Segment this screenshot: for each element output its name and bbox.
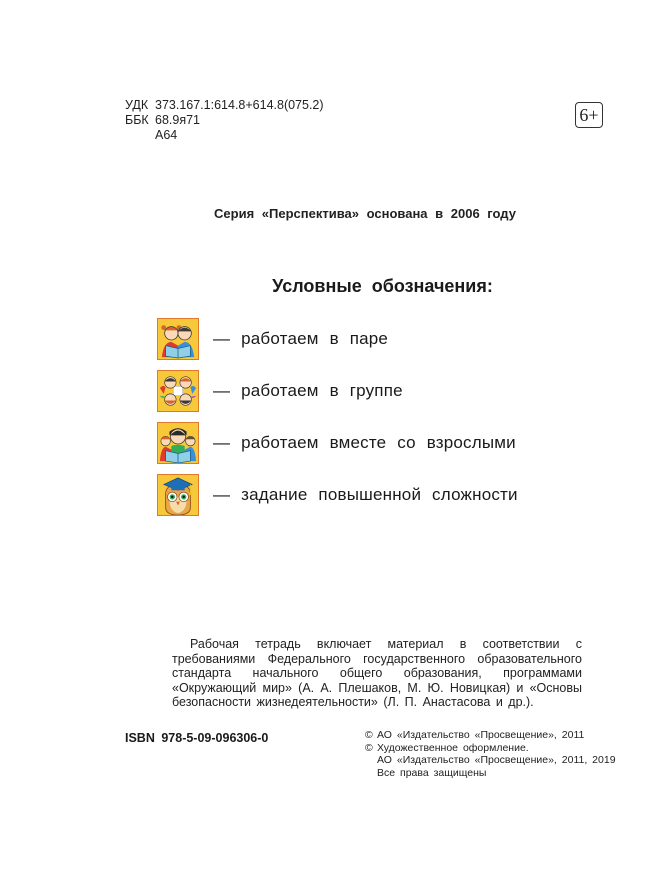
author-code-row: [125, 128, 324, 143]
series-note: Серия «Перспектива» основана в 2006 году: [214, 206, 516, 221]
bbk-value: 68.9я71: [155, 113, 201, 127]
author-code-value: А64: [155, 128, 178, 142]
legend-item-adults: [157, 421, 516, 465]
legend-item-group: [157, 369, 403, 413]
legend-title: Условные обозначения:: [272, 276, 493, 296]
adult-with-children-reading-icon: [157, 422, 199, 464]
children-group-circle-icon: [157, 370, 199, 412]
legend-item-advanced: [157, 473, 518, 517]
copyright-line: [365, 754, 616, 767]
legend-label-group: — работаем в группе: [213, 381, 403, 400]
bbk-label: ББК: [125, 113, 149, 127]
classification-codes: [125, 98, 324, 143]
copyright-text: АО «Издательство «Просвещение», 2011: [377, 729, 585, 741]
udk-row: [125, 98, 324, 113]
bbk-row: [125, 113, 324, 128]
copyright-symbol: ©: [365, 741, 373, 754]
udk-value: 373.167.1:614.8+614.8(075.2): [155, 98, 324, 112]
copyright-line: [365, 729, 616, 742]
workbook-description: [172, 637, 582, 710]
copyright-line: [365, 767, 616, 780]
age-rating-badge: 6+: [575, 102, 603, 128]
author-code-label: [125, 128, 155, 143]
isbn-number: ISBN 978-5-09-096306-0: [125, 731, 269, 745]
copyright-text: АО «Издательство «Просвещение», 2011, 2019: [377, 754, 616, 766]
legend-item-pair: [157, 317, 388, 361]
legend-label-adults: — работаем вместе со взрослыми: [213, 433, 516, 452]
copyright-text: Все права защищены: [377, 766, 487, 779]
copyright-text: Художественное оформление.: [377, 741, 529, 754]
legend-label-pair: — работаем в паре: [213, 329, 389, 348]
owl-graduation-cap-icon: [157, 474, 199, 516]
children-reading-pair-icon: [157, 318, 199, 360]
copyright-block: [365, 729, 616, 779]
copyright-symbol: [365, 754, 377, 767]
copyright-symbol: ©: [365, 729, 373, 741]
udk-label: УДК: [125, 98, 149, 112]
description-text: Рабочая тетрадь включает материал в соответствии с требованиями Федерального государственного образовательного стандарта начального общего образования, программами «Окружающий мир» (А. А. Плешаков, М. Ю. Новицкая) и «Основы безопасности жизнедеятельности» (Л. П. Анастасова и др.).: [172, 637, 582, 710]
copyright-symbol: [365, 767, 377, 780]
copyright-line: [365, 742, 616, 755]
legend-label-advanced: — задание повышенной сложности: [213, 485, 518, 504]
